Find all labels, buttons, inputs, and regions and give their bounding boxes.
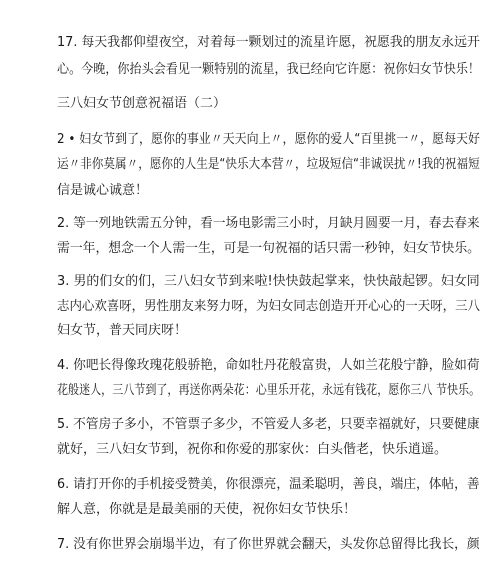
paragraph-4-line-2: 花般迷人，三八节到了，再送你两朵花：心里乐开花，永远有钱花，愿你三八 节快乐。 (57, 383, 481, 398)
paragraph-5-line-1: 5. 不管房子多小，不管票子多少，不管爱人多老，只要幸福就好，只要健康 (57, 417, 480, 432)
paragraph-5-line-2: 就好，三八妇女节到，祝你和你爱的那家伙：白头偕老，快乐逍遥。 (57, 442, 448, 457)
paragraph-2b-line-2: 需一年，想念一个人需一生，可是一句祝福的话只需一秒钟，妇女节快乐。 (57, 241, 481, 256)
paragraph-3-line-1: 3. 男的们女的们，三八妇女节到来啦!快快鼓起掌来，快快敲起锣。妇女同 (57, 274, 480, 289)
paragraph-2a-line-3: 信是诚心诚意！ (57, 183, 149, 198)
paragraph-2a-line-2: 运〃非你莫属〃，愿你的人生是“快乐大本营〃，垃圾短信“非诚误扰〃!我的祝福短 (57, 157, 480, 172)
paragraph-6-line-2: 解人意，你就是是最美丽的天使，祝你妇女节快乐！ (57, 502, 357, 517)
paragraph-2a-line-1: 2 • 妇女节到了，愿你的事业〃天天向上〃，愿你的爱人“百里挑一〃，愿每天好 (57, 132, 480, 147)
section-heading: 三八妇女节创意祝福语（二） (57, 96, 227, 111)
paragraph-17-line-2: 心。今晚，你抬头会看见一颗特别的流星，我已经向它许愿：祝你妇女节快乐！ (57, 62, 481, 77)
paragraph-4-line-1: 4. 你吧长得像玫瑰花般骄艳，命如牡丹花般富贵，人如兰花般宁静，脸如荷 (57, 358, 480, 373)
paragraph-6-line-1: 6. 请打开你的手机接受赞美，你很漂亮，温柔聪明，善良，端庄，体帖，善 (57, 477, 480, 492)
paragraph-7-line-1: 7. 没有你世界会崩塌半边，有了你世界就会翻天，头发你总留得比我长，颜 (57, 537, 480, 552)
paragraph-17-line-1: 17. 每天我都仰望夜空，对着每一颗划过的流星许愿，祝愿我的朋友永远开 (57, 35, 480, 50)
paragraph-2b-line-1: 2. 等一列地铁需五分钟，看一场电影需三小时，月缺月圆要一月，春去春来 (57, 216, 480, 231)
paragraph-3-line-2: 志内心欢喜呀，男性朋友来努力呀，为妇女同志创造开开心心的一天呀，三八 (57, 299, 481, 314)
paragraph-3-line-3: 妇女节，普天同庆呀！ (57, 323, 188, 338)
